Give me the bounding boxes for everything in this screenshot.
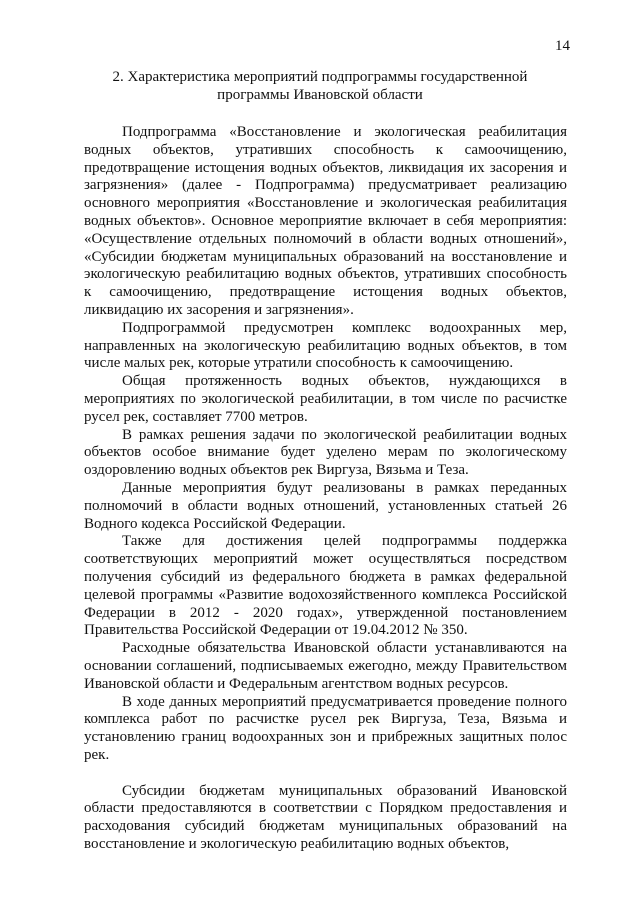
paragraph: Подпрограммой предусмотрен комплекс водоохранных мер, направленных на экологическую реабилитацию водных объектов, в том числе малых рек, которые утратили способность к самоочищению. [84,319,567,372]
paragraph: Данные мероприятия будут реализованы в рамках переданных полномочий в области водных отношений, установленных статьей 26 Водного кодекса Российской Федерации. [84,479,567,532]
paragraph: Также для достижения целей подпрограммы поддержка соответствующих мероприятий может осуществляться посредством получения субсидий из федерального бюджета в рамках федеральной целевой программы «Развитие водохозяйственного комплекса Российской Федерации в 2012 - 2020 годах», утвержденной постановлением Правительства Российской Федерации от 19.04.2012 № 350. [84,533,567,639]
paragraph: Субсидии бюджетам муниципальных образований Ивановской области предоставляются в соответствии с Порядком предоставления и расходования субсидий бюджетам муниципальных образований на восстановление и экологическую реабилитацию водных объектов, [84,782,567,853]
body-text [84,124,567,854]
page-number: 14 [555,38,570,54]
paragraph: Подпрограмма «Восстановление и экологическая реабилитация водных объектов, утративших способность к самоочищению, предотвращение истощения водных объектов, ликвидация их засорения и загрязнения» (далее - Подпрограмма) предусматривает реализацию основного мероприятия «Восстановление и экологическая реабилитация водных объектов». Основное мероприятие включает в себя мероприятия: «Осуществление отдельных полномочий в области водных отношений», «Субсидии бюджетам муниципальных образований на восстановление и экологическую реабилитацию водных объектов, утративших способность к самоочищению, предотвращение истощения водных объектов, ликвидацию их засорения и загрязнения». [84,124,567,318]
paragraph: В рамках решения задачи по экологической реабилитации водных объектов особое внимание будет уделено мерам по экологическому оздоровлению водных объектов рек Виргуза, Вязьма и Теза. [84,426,567,479]
paragraph: Расходные обязательства Ивановской области устанавливаются на основании соглашений, подписываемых ежегодно, между Правительством Ивановской области и Федеральным агентством водных ресурсов. [84,640,567,692]
paragraph: Общая протяженность водных объектов, нуждающихся в мероприятиях по экологической реабилитации, в том числе по расчистке русел рек, составляет 7700 метров. [84,373,567,425]
section-heading: 2. Характеристика мероприятий подпрограммы государственной программы Ивановской области [112,69,528,103]
paragraph: В ходе данных мероприятий предусматривается проведение полного комплекса работ по расчистке русел рек Виргуза, Теза, Вязьма и установлению границ водоохранных зон и прибрежных защитных полос рек. [84,693,567,763]
